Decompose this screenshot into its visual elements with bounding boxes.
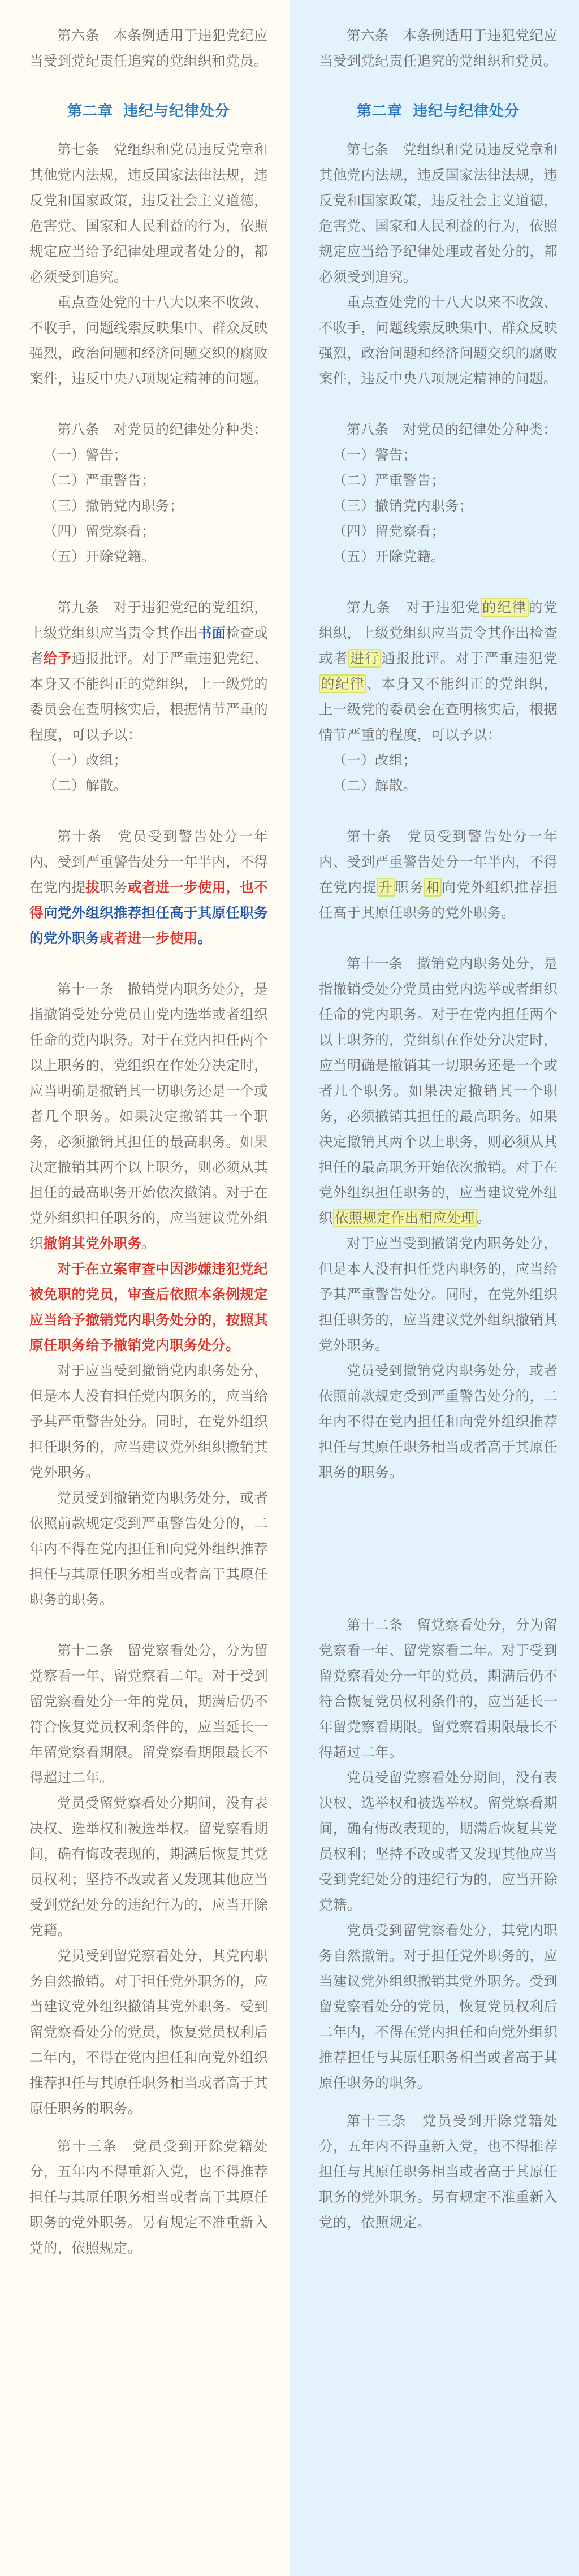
right-article-6: 第六条 本条例适用于违犯党纪应当受到党纪责任追究的党组织和党员。	[319, 27, 558, 69]
left-art10-change: 或者进一步使用，也不得	[29, 879, 268, 921]
left-article-7: 第七条 党组织和党员违反党章和其他党内法规，违反国家法律法规，违反党和国家政策，违反社会主义道德，危害党、国家和人民利益的行为，依照规定应当给予纪律处理或者处分的，都必须受到追究。	[29, 141, 268, 285]
right-chapter-title: 违纪与纪律处分	[413, 103, 520, 120]
left-chapter-heading	[29, 99, 268, 124]
right-column	[290, 0, 579, 2576]
left-article-13: 第十三条 党员受到开除党籍处分，五年内不得重新入党，也不得推荐担任与其原任职务相当或者高于其原任职务的党外职务。另有规定不准重新入党的，依照规定。	[29, 2138, 268, 2256]
left-art11-change: 撤销其党外职务	[43, 1235, 142, 1252]
right-art9-highlight: 的纪律	[319, 674, 366, 693]
left-article-11-paragraph-3: 党员受到撤销党内职务处分，或者依照前款规定受到严重警告处分的，二年内不得在党内担任和向党外组织推荐担任与其原任职务相当或者高于其原任职务的职务。	[29, 1490, 268, 1608]
right-art9-highlight: 的纪律	[481, 598, 529, 617]
left-art8-item: （四）留党察看；	[43, 523, 155, 539]
right-article-8: 第八条 对党员的纪律处分种类：	[347, 421, 557, 438]
left-article-7-paragraph-2: 重点查处党的十八大以来不收敛、不收手，问题线索反映集中、群众反映强烈，政治问题和经济问题交织的腐败案件，违反中央八项规定精神的问题。	[29, 294, 268, 387]
right-article-12: 第十二条 留党察看处分，分为留党察看一年、留党察看二年。对于受到留党察看处分一年的党员，期满后仍不符合恢复党员权利条件的，应当延长一年留党察看期限。留党察看期限最长不得超过二年。	[319, 1617, 558, 1760]
right-art11-highlight: 依照规定作出相应处理	[333, 1209, 477, 1227]
right-art8-item: （四）留党察看；	[332, 523, 445, 539]
right-art10-highlight: 和	[424, 878, 442, 897]
right-art8-item: （五）开除党籍。	[332, 548, 445, 565]
left-article-12: 第十二条 留党察看处分，分为留党察看一年、留党察看二年。对于受到留党察看处分一年的党员，期满后仍不符合恢复党员权利条件的，应当延长一年留党察看期限。留党察看期限最长不得超过二年。	[29, 1642, 268, 1786]
left-article-12-paragraph-3: 党员受到留党察看处分，其党内职务自然撤销。对于担任党外职务的，应当建议党外组织撤销其党外职务。受到留党察看处分的党员，恢复党员权利后二年内，不得在党内担任和向党外组织推荐担任与其原任职务相当或者高于其原任职务的职务。	[29, 1947, 268, 2116]
left-art10-change: 或者进一步使用	[100, 930, 198, 946]
left-article-11: 第十一条 撤销党内职务处分，是指撤销受处分党员由党内选举或者组织任命的党内职务。对于在党内担任两个以上职务的，党组织在作处分决定时，应当明确是撤销其一切职务还是一个或者几个职务。如果决定撤销其一个职务，必须撤销其担任的最高职务。如果决定撤销其两个以上职务，则必须从其担任的最高职务开始依次撤销。对于在党外组织担任职务的，应当建议党外组织撤销其党外职务。	[29, 981, 268, 1252]
right-art9-item: （二）解散。	[332, 777, 417, 794]
left-art8-item: （五）开除党籍。	[43, 548, 155, 565]
left-art8-item: （一）警告；	[43, 447, 128, 463]
left-art10-change: 向党外组织推荐担任高于其原任职务的党外职务	[29, 904, 268, 946]
left-article-6: 第六条 本条例适用于违犯党纪应当受到党纪责任追究的党组织和党员。	[29, 27, 268, 69]
right-art9-highlight: 进行	[348, 649, 381, 668]
right-article-9: 第九条 对于违犯党 的纪律 的党组织，上级党组织应当责令其作出检查或者 进行 通报批评。对于严重违犯党的纪律 、本身又不能纠正的党组织，上一级党的委员会在查明核实后，根据情节严重的程度，可以予以：	[319, 599, 558, 743]
right-article-7: 第七条 党组织和党员违反党章和其他党内法规，违反国家法律法规，违反党和国家政策，违反社会主义道德，危害党、国家和人民利益的行为，依照规定应当给予纪律处理或者处分的，都必须受到追究。	[319, 141, 558, 285]
right-article-12-paragraph-3: 党员受到留党察看处分，其党内职务自然撤销。对于担任党外职务的，应当建议党外组织撤销其党外职务。受到留党察看处分的党员，恢复党员权利后二年内，不得在党内担任和向党外组织推荐担任与其原任职务相当或者高于其原任职务的职务。	[319, 1922, 558, 2091]
right-article-12-paragraph-2: 党员受留党察看处分期间，没有表决权、选举权和被选举权。留党察看期间，确有悔改表现的，期满后恢复其党员权利；坚持不改或者又发现其他应当受到党纪处分的违纪行为的，应当开除党籍。	[319, 1769, 558, 1913]
left-article-9: 第九条 对于违犯党纪的党组织，上级党组织应当责令其作出书面检查或者给予通报批评。对于严重违犯党纪、本身又不能纠正的党组织，上一级党的委员会在查明核实后，根据情节严重的程度，可以予以：	[29, 599, 268, 743]
right-article-7-paragraph-2: 重点查处党的十八大以来不收敛、不收手，问题线索反映集中、群众反映强烈，政治问题和经济问题交织的腐败案件，违反中央八项规定精神的问题。	[319, 294, 558, 387]
right-chapter-number: 第二章	[356, 103, 403, 120]
right-article-13: 第十三条 党员受到开除党籍处分，五年内不得重新入党，也不得推荐担任与其原任职务相当或者高于其原任职务的党外职务。另有规定不准重新入党的，依照规定。	[319, 2112, 558, 2231]
left-art9-change: 给予	[43, 650, 72, 666]
right-art10-highlight: 升	[377, 878, 395, 897]
right-art8-item: （二）严重警告；	[332, 472, 445, 488]
right-chapter-heading	[319, 99, 558, 124]
right-article-11: 第十一条 撤销党内职务处分，是指撤销受处分党员由党内选举或者组织任命的党内职务。对于在党内担任两个以上职务的，党组织在作处分决定时，应当明确是撤销其一切职务还是一个或者几个职务。如果决定撤销其一个职务，必须撤销其担任的最高职务。如果决定撤销其两个以上职务，则必须从其担任的最高职务开始依次撤销。对于在党外组织担任职务的，应当建议党外组织 依照规定作出相应处理 。	[319, 955, 558, 1226]
left-art8-item: （二）严重警告；	[43, 472, 155, 488]
right-article-11-paragraph-3: 党员受到撤销党内职务处分，或者依照前款规定受到严重警告处分的，二年内不得在党内担任和向党外组织推荐担任与其原任职务相当或者高于其原任职务的职务。	[319, 1362, 558, 1480]
right-art9-item: （一）改组；	[332, 752, 417, 768]
left-chapter-number: 第二章	[67, 103, 113, 120]
left-art9-item: （一）改组；	[43, 752, 128, 768]
left-article-12-paragraph-2: 党员受留党察看处分期间，没有表决权、选举权和被选举权。留党察看期间，确有悔改表现的，期满后恢复其党员权利；坚持不改或者又发现其他应当受到党纪处分的违纪行为的，应当开除党籍。	[29, 1795, 268, 1938]
right-article-10: 第十条 党员受到警告处分一年内、受到严重警告处分一年半内，不得在党内提 升 职务 和 向党外组织推荐担任高于其原任职务的党外职务。	[319, 828, 558, 921]
left-article-11-paragraph-2: 对于应当受到撤销党内职务处分，但是本人没有担任党内职务的，应当给予其严重警告处分。同时，在党外组织担任职务的，应当建议党外组织撤销其党外职务。	[29, 1362, 268, 1480]
right-article-11-paragraph-2: 对于应当受到撤销党内职务处分，但是本人没有担任党内职务的，应当给予其严重警告处分。同时，在党外组织担任职务的，应当建议党外组织撤销其党外职务。	[319, 1235, 558, 1353]
left-art10-change: 拔	[85, 879, 100, 895]
left-article-8: 第八条 对党员的纪律处分种类：	[57, 421, 267, 438]
left-chapter-title: 违纪与纪律处分	[123, 103, 231, 120]
left-article-11-removed-paragraph: 对于在立案审查中因涉嫌违犯党纪被免职的党员，审查后依照本条例规定应当给予撤销党内职务处分的，按照其原任职务给予撤销党内职务处分。	[29, 1261, 268, 1353]
left-article-10: 第十条 党员受到警告处分一年内、受到严重警告处分一年半内，不得在党内提拔职务或者进一步使用，也不得向党外组织推荐担任高于其原任职务的党外职务或者进一步使用。	[29, 828, 268, 946]
left-art8-item: （三）撤销党内职务；	[43, 497, 184, 514]
right-art8-item: （一）警告；	[332, 447, 417, 463]
left-art9-change: 书面	[197, 625, 226, 641]
left-art9-item: （二）解散。	[43, 777, 128, 794]
right-art8-item: （三）撤销党内职务；	[332, 497, 473, 514]
